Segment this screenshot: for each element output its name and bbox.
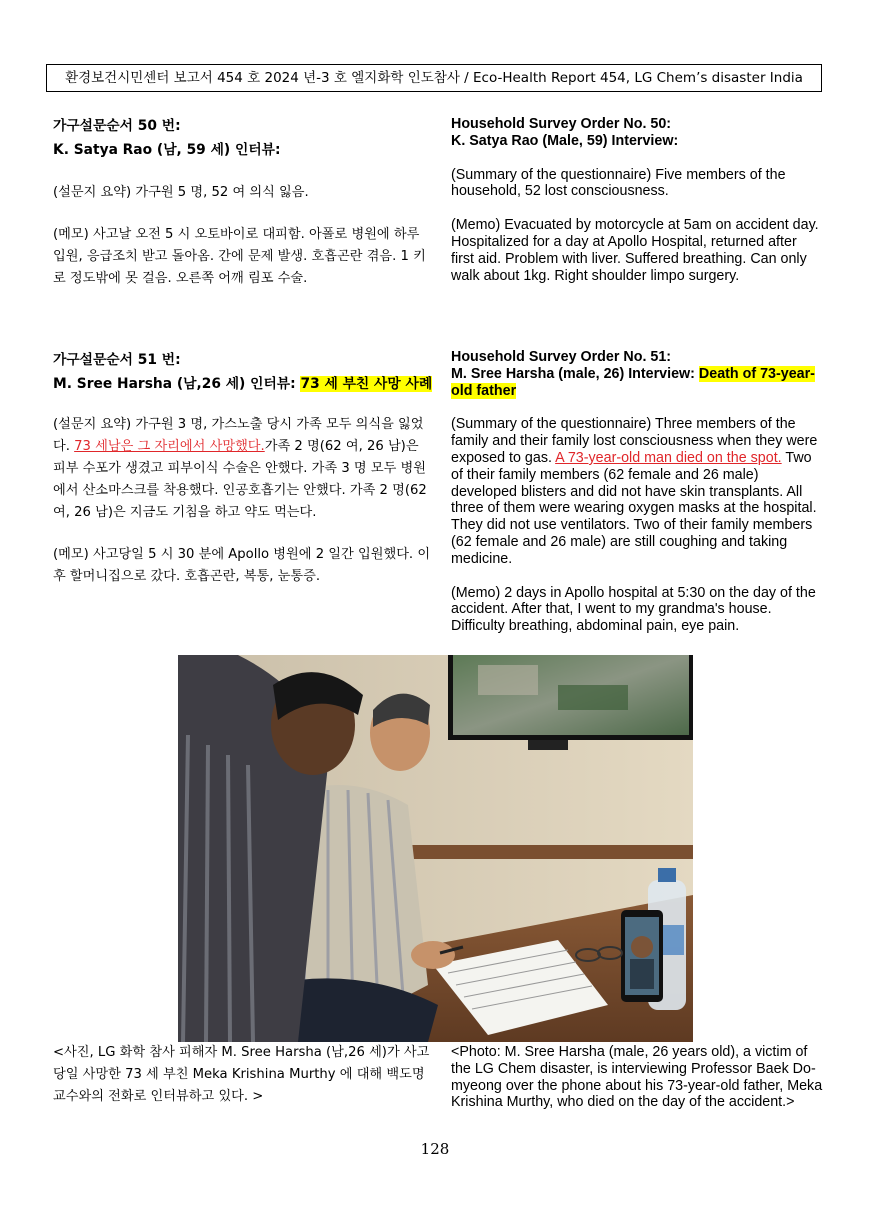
interview-photo-illustration <box>178 655 693 1042</box>
section-51-english <box>451 349 823 635</box>
photo-caption-english: <Photo: M. Sree Harsha (male, 26 years old), a victim of the LG Chem disaster, is interviewing Professor Baek Do-myeong over the phone about his 73-year-old father, Meka Krishina Murthy, who died on the day of the accident.> <box>451 1044 823 1111</box>
s51-ko-title-2-text: M. Sree Harsha (남,26 세) 인터뷰: <box>53 376 301 392</box>
s50-ko-summary: (설문지 요약) 가구원 5 명, 52 여 의식 잃음. <box>53 185 309 200</box>
s51-en-title-2-text: M. Sree Harsha (male, 26) Interview: <box>451 365 699 382</box>
s50-ko-memo: (메모) 사고날 오전 5 시 오토바이로 대피함. 아폴로 병원에 하루 입원, 응급조치 받고 돌아옴. 간에 문제 발생. 호흡곤란 겪음. 1 키로 정도밖에 못 걸음. 오른쪽 어깨 림포 수술. <box>53 227 426 286</box>
s51-en-title-1: Household Survey Order No. 51: <box>451 349 672 365</box>
s50-en-memo: (Memo) Evacuated by motorcycle at 5am on accident day. Hospitalized for a day at Apollo Hospital, returned after first aid. Problem with liver. Suffered breathing. Can only walk about 1kg. Right shoulder limpo surgery. <box>451 217 819 284</box>
s51-ko-summary <box>53 414 433 524</box>
s51-ko-summary-red: 73 세남은 그 자리에서 사망했다. <box>74 439 265 454</box>
s51-en-title-highlight: Death of 73-year-old father <box>451 365 815 399</box>
section-50-english <box>451 116 823 284</box>
s51-en-summary-b: Two of their family members (62 female and 26 male) developed blisters and did not have skin transplants. All three of them were wearing oxygen masks at the hospital. They did not use ventilators. Two of their family members (62 female and 26 male) are still coughing and taking medicine. <box>451 449 817 567</box>
s51-ko-title-2 <box>53 372 433 396</box>
section-51-korean <box>53 348 433 588</box>
s51-en-title-2 <box>451 366 823 400</box>
s51-ko-title-1: 가구설문순서 51 번: <box>53 352 181 368</box>
s50-ko-title-2: K. Satya Rao (남, 59 세) 인터뷰: <box>53 142 281 158</box>
s51-ko-summary-b: 가족 2 명(62 여, 26 남)은 피부 수포가 생겼고 피부이식 수술은 안했다. 가족 3 명 모두 병원에서 산소마스크를 착용했다. 인공호흡기는 안했다. 가족 2 명(62 여, 26 남)은 지금도 기침을 하고 약도 먹는다. <box>53 439 427 520</box>
interview-photo <box>178 655 693 1042</box>
report-header: 환경보건시민센터 보고서 454 호 2024 년-3 호 엘지화학 인도참사 / Eco-Health Report 454, LG Chem’s disaster India <box>46 64 822 92</box>
photo-caption-korean: <사진, LG 화학 참사 피해자 M. Sree Harsha (남,26 세)가 사고 당일 사망한 73 세 부친 Meka Krishina Murthy 에 대해 백도명 교수와의 전화로 인터뷰하고 있다. > <box>53 1045 430 1104</box>
s50-en-title-1: Household Survey Order No. 50: <box>451 116 672 132</box>
s51-en-memo: (Memo) 2 days in Apollo hospital at 5:30 on the day of the accident. After that, I went to my grandma's house. Difficulty breathing, abdominal pain, eye pain. <box>451 584 816 635</box>
section-50-korean <box>53 114 433 290</box>
s51-ko-summary-a: (설문지 요약) 가구원 3 명, 가스노출 당시 가족 모두 의식을 잃었다. <box>53 417 424 454</box>
s51-ko-memo: (메모) 사고당일 5 시 30 분에 Apollo 병원에 2 일간 입원했다. 이후 할머니집으로 갔다. 호흡곤란, 복통, 눈통증. <box>53 547 431 584</box>
s51-en-summary <box>451 416 823 567</box>
s51-en-summary-red: A 73-year-old man died on the spot. <box>555 449 782 466</box>
s50-en-summary: (Summary of the questionnaire) Five members of the household, 52 lost consciousness. <box>451 166 786 200</box>
s51-en-summary-a: (Summary of the questionnaire) Three members of the family and their family lost consciousness when they were exposed to gas. <box>451 416 818 466</box>
s50-en-title-2: K. Satya Rao (Male, 59) Interview: <box>451 132 679 149</box>
s51-ko-title-highlight: 73 세 부친 사망 사례 <box>300 376 433 392</box>
s50-ko-title-1: 가구설문순서 50 번: <box>53 118 181 134</box>
page-number: 128 <box>420 1140 450 1158</box>
